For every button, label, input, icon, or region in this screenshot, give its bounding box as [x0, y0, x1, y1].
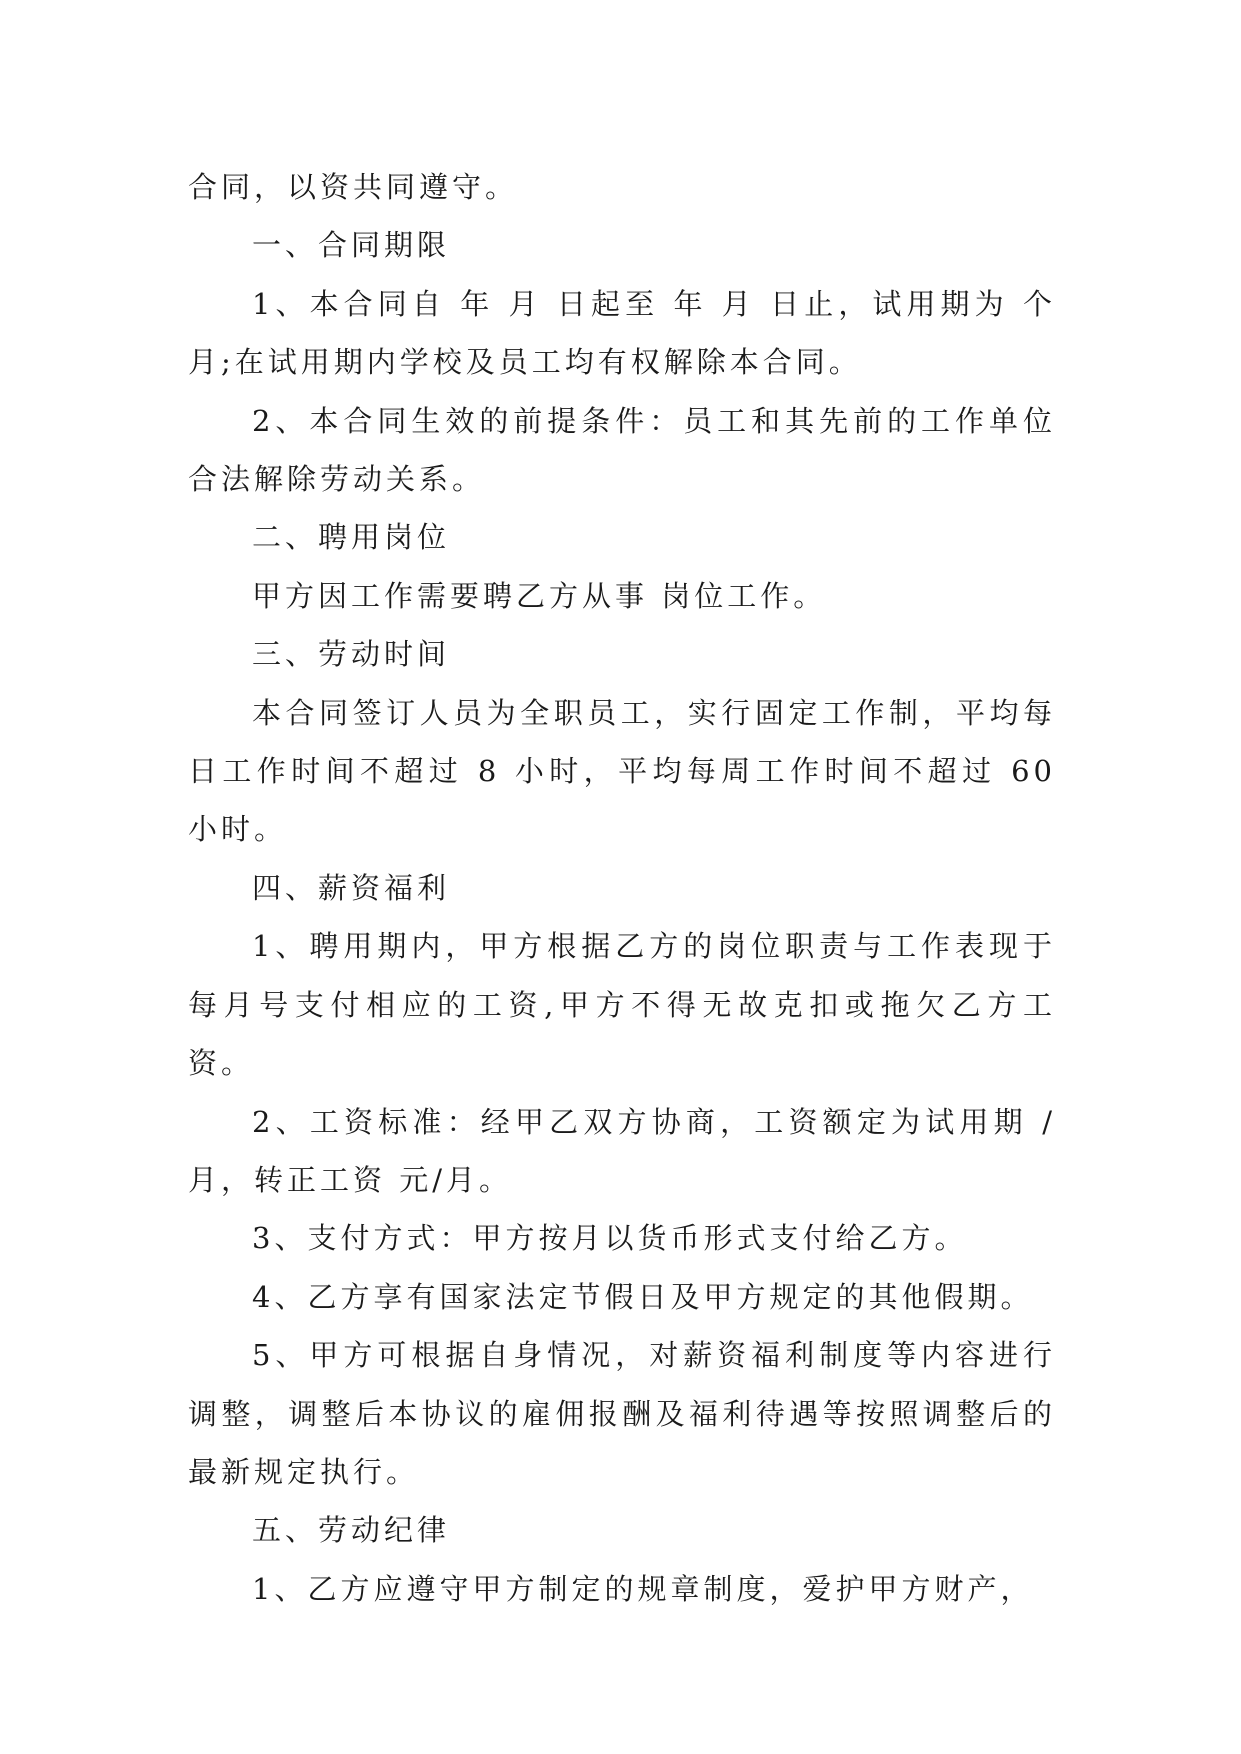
contract-body	[188, 158, 1056, 1618]
heading-labor-discipline: 五、劳动纪律	[252, 1513, 451, 1548]
paragraph-continuation: 合同，以资共同遵守。	[188, 170, 519, 204]
heading-working-hours: 三、劳动时间	[252, 637, 451, 672]
clause-effective-condition: 2、本合同生效的前提条件：员工和其先前的工作单位合法解除劳动关系。	[188, 403, 1056, 497]
heading-salary-benefits: 四、薪资福利	[252, 870, 451, 905]
clause-position: 甲方因工作需要聘乙方从事 岗位工作。	[252, 578, 827, 613]
heading-position: 二、聘用岗位	[252, 520, 451, 555]
heading-contract-term: 一、合同期限	[252, 228, 451, 263]
clause-payment-method: 3、支付方式：甲方按月以货币形式支付给乙方。	[252, 1221, 968, 1256]
clause-salary-standard: 2、工资标准：经甲乙双方协商，工资额定为试用期 /月，转正工资 元/月。	[188, 1104, 1056, 1197]
clause-discipline-rules: 1、乙方应遵守甲方制定的规章制度，爱护甲方财产，	[252, 1571, 1034, 1606]
clause-salary-payment: 1、聘用期内，甲方根据乙方的岗位职责与工作表现于每月号支付相应的工资,甲方不得无故克扣或拖欠乙方工资。	[188, 929, 1056, 1081]
clause-holidays: 4、乙方享有国家法定节假日及甲方规定的其他假期。	[252, 1279, 1034, 1314]
clause-adjustment: 5、甲方可根据自身情况，对薪资福利制度等内容进行调整，调整后本协议的雇佣报酬及福利待遇等按照调整后的最新规定执行。	[188, 1338, 1056, 1489]
clause-term-dates: 1、本合同自 年 月 日起至 年 月 日止，试用期为 个月;在试用期内学校及员工均有权解除本合同。	[188, 286, 1056, 380]
clause-working-hours: 本合同签订人员为全职员工，实行固定工作制，平均每日工作时间不超过 8 小时，平均每周工作时间不超过 60 小时。	[188, 695, 1056, 847]
